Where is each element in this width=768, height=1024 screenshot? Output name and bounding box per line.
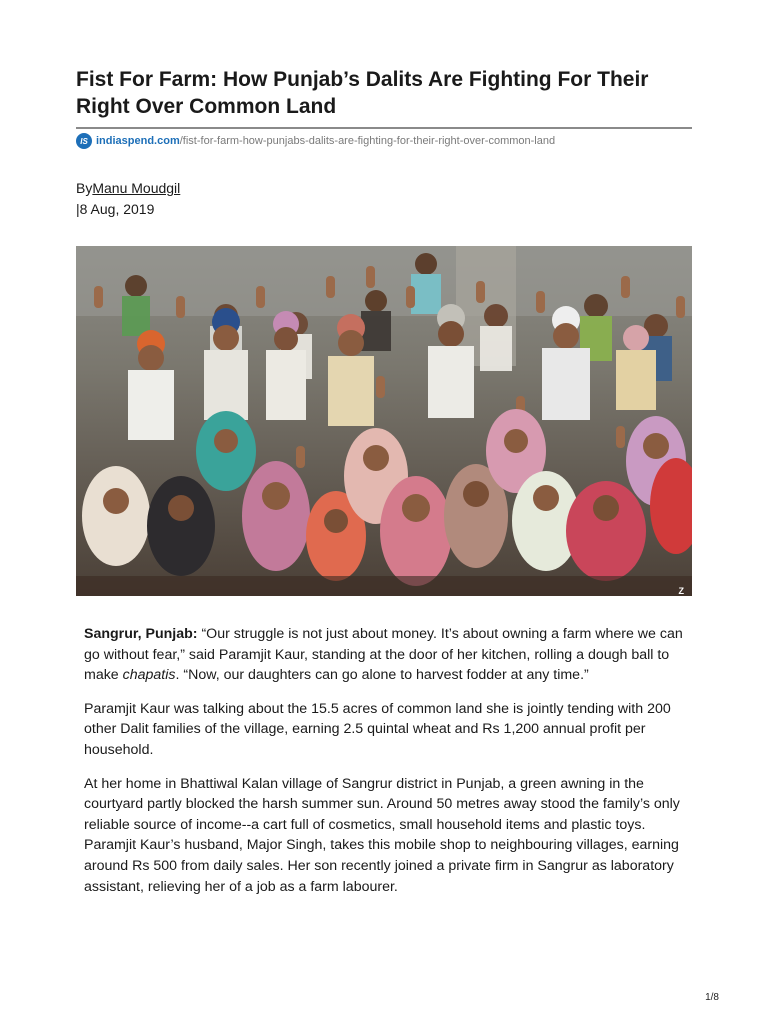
source-path[interactable]: /fist-for-farm-how-punjabs-dalits-are-fighting-for-their-right-over-common-land — [179, 135, 556, 147]
paragraph-3: At her home in Bhattiwal Kalan village of Sangrur district in Punjab, a green awning in the courtyard partly blocked the harsh summer sun. Around 50 metres away stood the family’s only reliable source of income--a cart full of cosmetics, small household items and plastic toys. Paramjit Kaur’s husband, Major Singh, takes this mobile shop to neighbouring villages, earning around Rs 500 from daily sales. Her son recently joined a private firm in Sangrur as laboratory assistant, relieving her of a job as a farm labourer. — [84, 775, 680, 895]
by-prefix: By — [76, 180, 93, 196]
article-photo — [76, 246, 692, 596]
dateline: Sangrur, Punjab: — [84, 626, 198, 642]
article-body — [84, 624, 692, 910]
author-link[interactable]: Manu Moudgil — [92, 180, 181, 196]
title-divider — [76, 127, 692, 129]
paragraph-1: Sangrur, Punjab: “Our struggle is not just about money. It’s about owning a farm where we can go without fear,” said Paramjit Kaur, standing at the door of her kitchen, rolling a dough ball to make chapatis. “Now, our daughters can go alone to harvest fodder at any time.” — [84, 626, 683, 684]
source-link[interactable] — [76, 132, 555, 150]
article-title: Fist For Farm: How Punjab’s Dalits Are Fighting For Their Right Over Common Land — [76, 68, 649, 118]
photo-credit: Z — [678, 586, 684, 596]
indiaspend-logo-icon: IS — [76, 133, 92, 149]
paragraph-2: Paramjit Kaur was talking about the 15.5 acres of common land she is jointly tending with 200 other Dalit families of the village, earning 2.5 quintal wheat and Rs 1,200 annual profit per household. — [84, 700, 671, 758]
byline — [76, 178, 180, 220]
source-domain[interactable]: indiaspend.com — [96, 135, 180, 147]
crowd-photo-icon — [76, 246, 692, 596]
publish-date: |8 Aug, 2019 — [76, 201, 155, 217]
page-counter: 1/8 — [705, 992, 719, 1003]
